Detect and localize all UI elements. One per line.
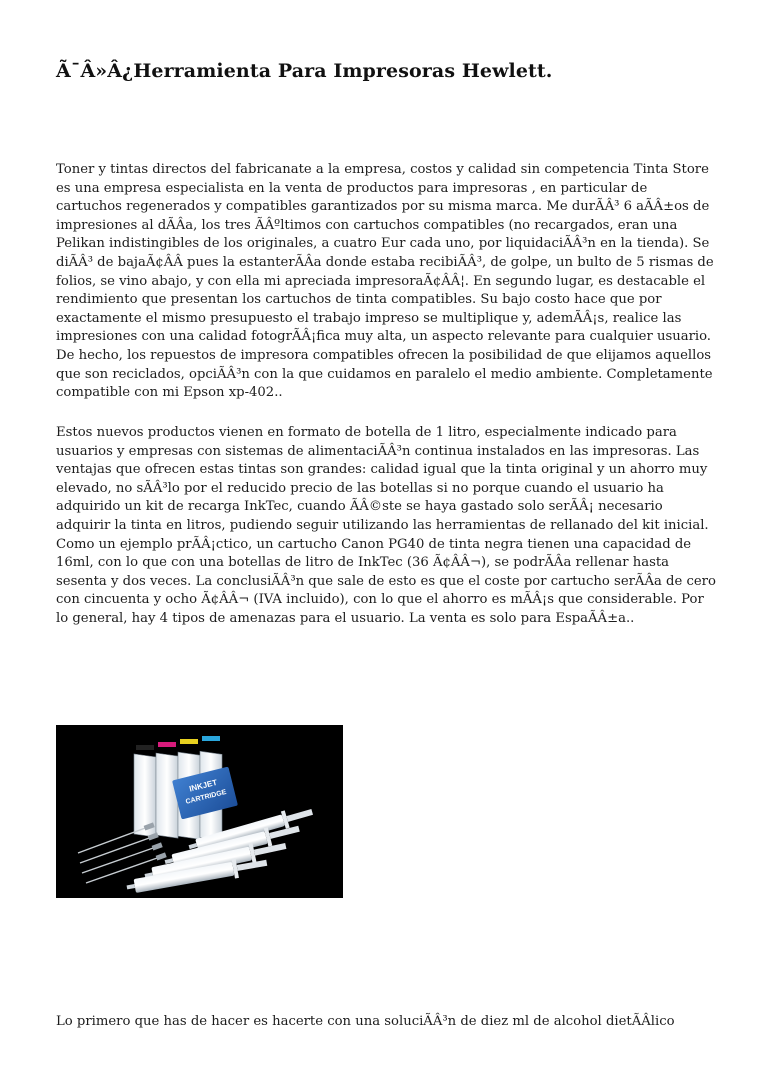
refill-kit-illustration <box>56 725 343 898</box>
paragraph-intro: Toner y tintas directos del fabricanate a la empresa, costos y calidad sin competencia Tinta Store es una empresa especialista en la venta de productos para impresoras , en particular de cartuchos regenerados y compatibles garantizados por su misma marca. Me durÃÂ³ 6 aÃÂ±os de impresiones al dÃÂa, los tres ÃÂºltimos con cartuchos compatibles (no recargados, eran una Pelikan indistingibles de los originales, a cuatro Eur cada uno, por liquidaciÃÂ³n en la tienda). Se diÃÂ³ de bajaÃ¢ÂÂ pues la estanterÃÂa donde estaba recibiÃÂ³, de golpe, un bulto de 5 rismas de folios, se vino abajo, y con ella mi apreciada impresoraÃ¢ÂÂ¦. En segundo lugar, es destacable el rendimiento que presentan los cartuchos de tinta compatibles. Su bajo costo hace que por exactamente el mismo presupuesto el trabajo impreso se multiplique y, ademÃÂ¡s, realice las impresiones con una calidad fotogrÃÂ¡fica muy alta, un aspecto relevante para cualquier usuario. De hecho, los repuestos de impresora compatibles ofrecen la posibilidad de que elijamos aquellos que son reciclados, opciÃÂ³n con la que cuidamos en paralelo el medio ambiente. Completamente compatible con mi Epson xp-402.. <box>56 162 714 401</box>
label-text-inkjet: INKJET <box>188 777 219 794</box>
label-text-cartridge: CARTRIDGE <box>185 788 228 806</box>
document-title: Ã¯Â»Â¿Herramienta Para Impresoras Hewlett. <box>56 60 553 82</box>
paragraph-bottles: Estos nuevos productos vienen en formato de botella de 1 litro, especialmente indicado para usuarios y empresas con sistemas de alimentaciÃÂ³n continua instalados en las impresoras. Las ventajas que ofrecen estas tintas son grandes: calidad igual que la tinta original y un ahorro muy elevado, no sÃÂ³lo por el reducido precio de las botellas si no porque cuando el usuario ha adquirido un kit de recarga InkTec, cuando ÃÂ©ste se haya gastado solo serÃÂ¡ necesario adquirir la tinta en litros, pudiendo seguir utilizando las herramientas de rellanado del kit inicial. Como un ejemplo prÃÂ¡ctico, un cartucho Canon PG40 de tinta negra tienen una capacidad de 16ml, con lo que con una botellas de litro de InkTec (36 Ã¢ÂÂ¬), se podrÃÂa rellenar hasta sesenta y dos veces. La conclusiÃÂ³n que sale de esto es que el coste por cartucho serÃÂa de cero con cincuenta y ocho Ã¢ÂÂ¬ (IVA incluido), con lo que el ahorro es mÃÂ¡s que considerable. Por lo general, hay 4 tipos de amenazas para el usuario. La venta es solo para EspaÃÂ±a.. <box>56 425 716 626</box>
product-photo <box>56 725 343 898</box>
paragraph-closing: Lo primero que has de hacer es hacerte con una soluciÃÂ³n de diez ml de alcohol dietÃÂlico <box>56 1014 675 1029</box>
